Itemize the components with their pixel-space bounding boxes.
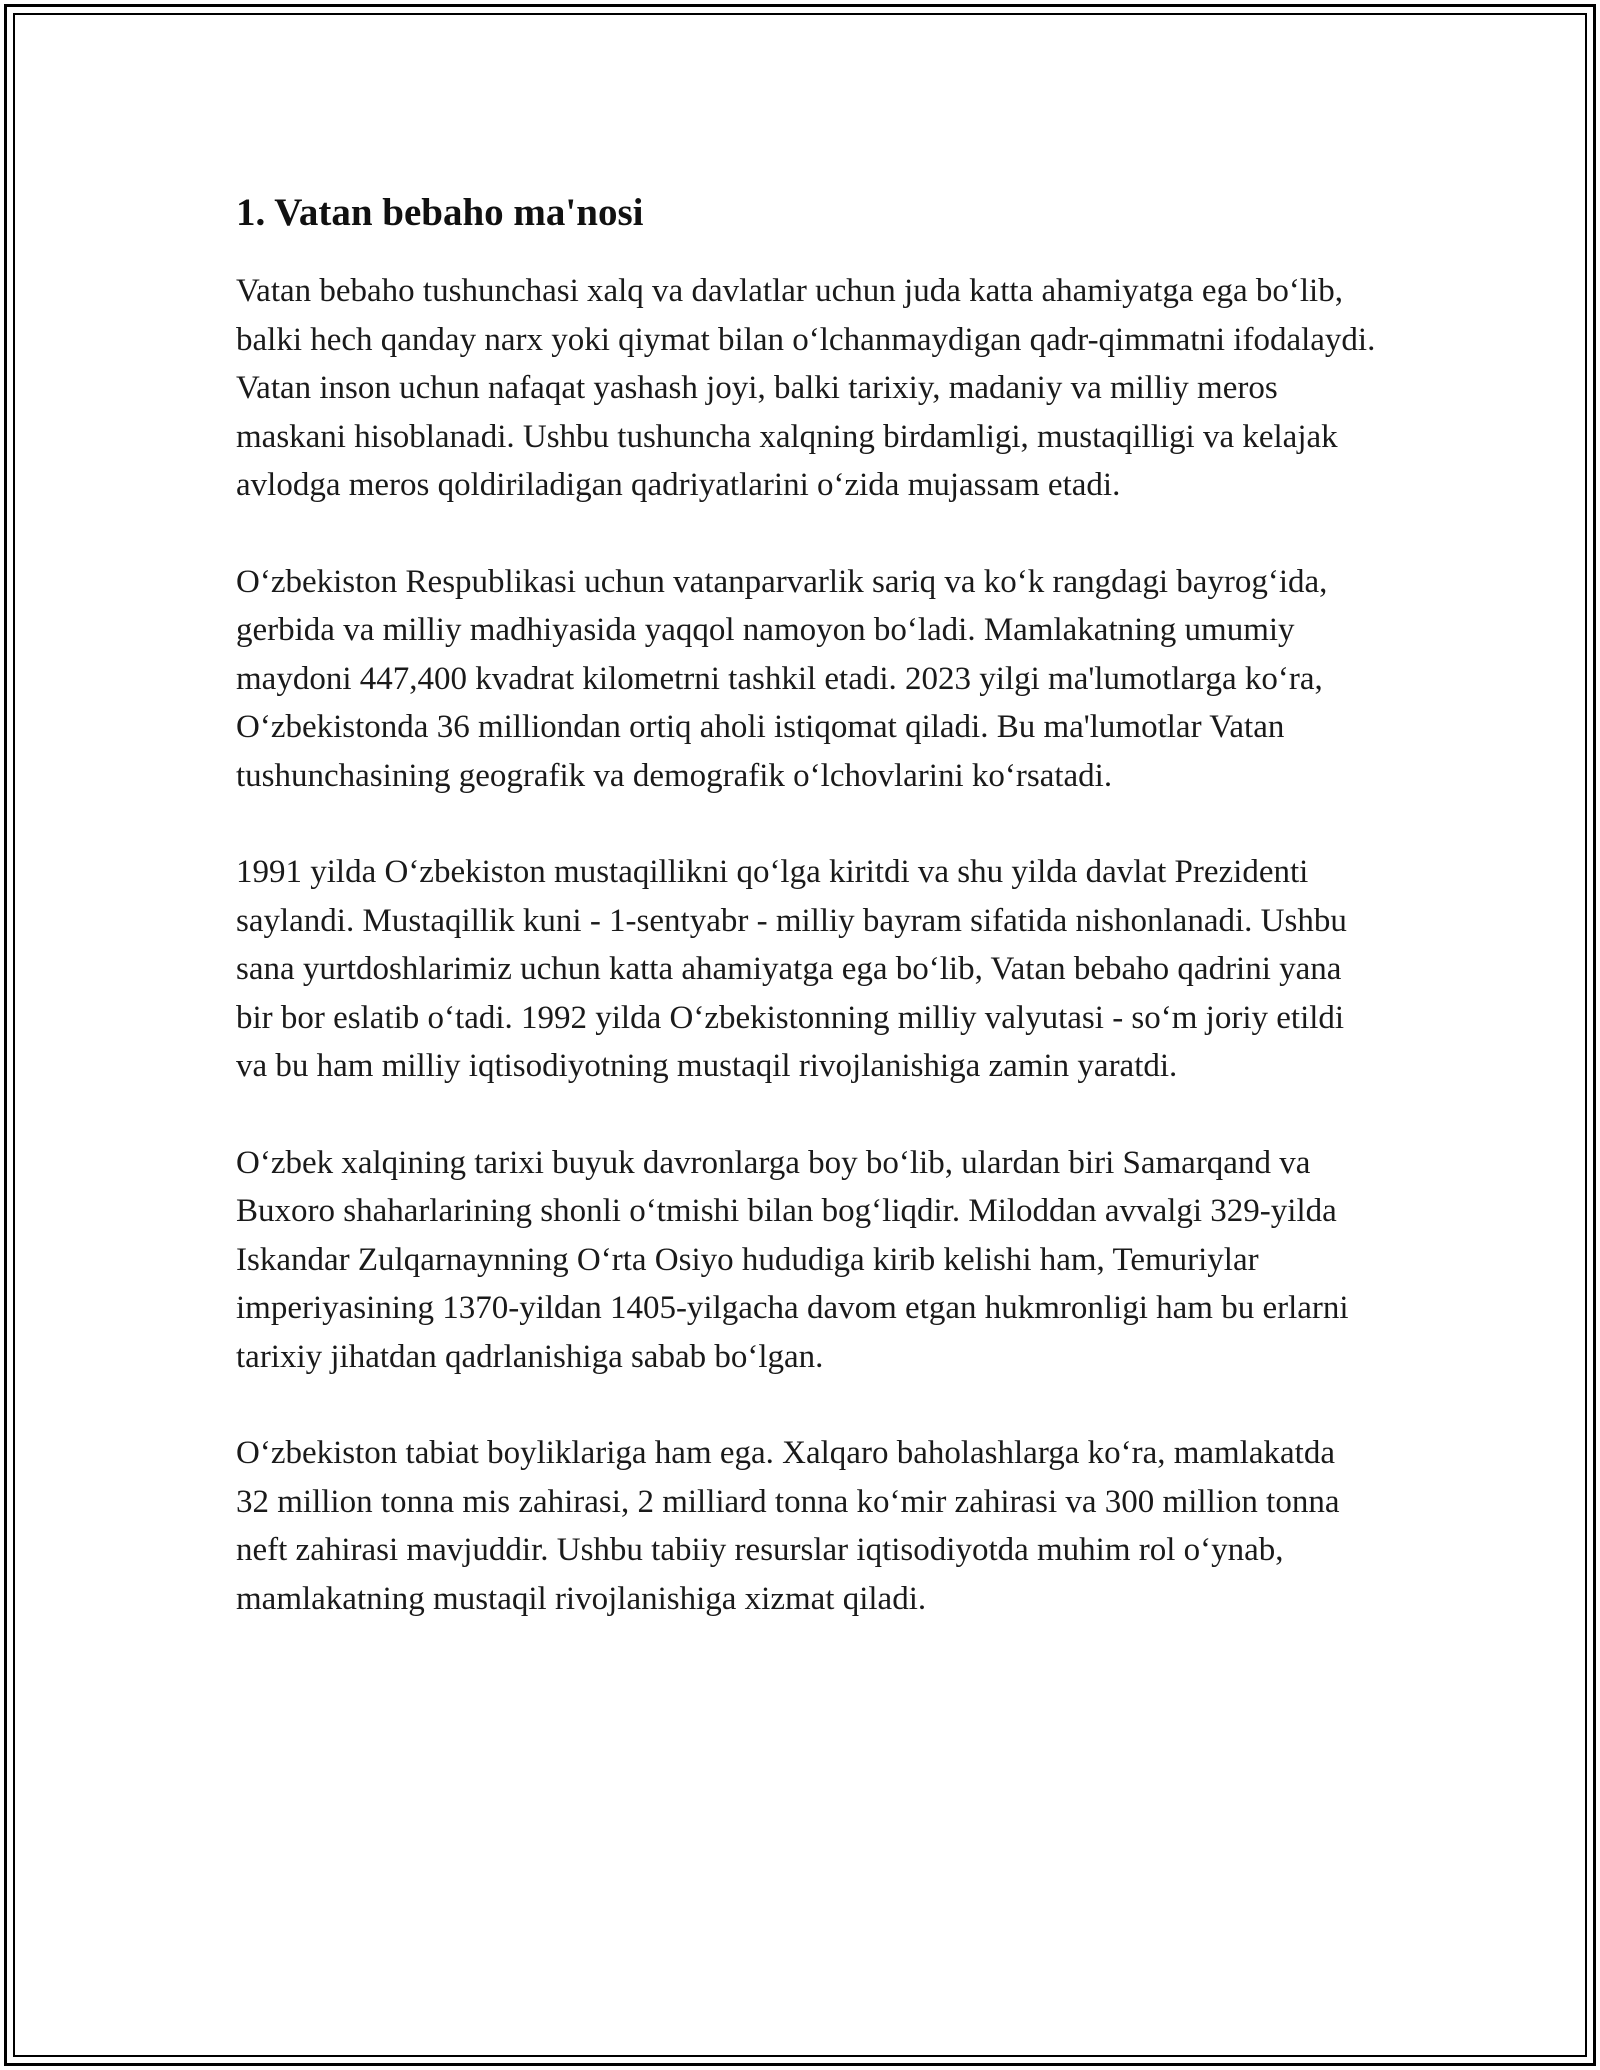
section-heading: 1. Vatan bebaho ma'nosi bbox=[236, 191, 644, 234]
paragraph-vatan-meaning: Vatan bebaho tushunchasi xalq va davlatlar uchun juda katta ahamiyatga ega bo‘lib, balki hech qanday narx yoki qiymat bilan o‘lchanmaydigan qadr-qimmatni ifodalaydi. Vatan inson uchun nafaqat yashash joyi, balki tarixiy, madaniy va milliy meros maskani hisoblanadi. Ushbu tushuncha xalqning birdamligi, mustaqilligi va kelajak avlodga meros qoldiriladigan qadriyatlarini o‘zida mujassam etadi. bbox=[236, 273, 1376, 503]
paragraph-natural-resources: O‘zbekiston tabiat boyliklariga ham ega. Xalqaro baholashlarga ko‘ra, mamlakatda 32 million tonna mis zahirasi, 2 milliard tonna ko‘mir zahirasi va 300 million tonna neft zahirasi mavjuddir. Ushbu tabiiy resurslar iqtisodiyotda muhim rol o‘ynab, mamlakatning mustaqil rivojlanishiga xizmat qiladi. bbox=[236, 1435, 1340, 1617]
paragraph-independence: 1991 yilda O‘zbekiston mustaqillikni qo‘lga kiritdi va shu yilda davlat Prezidenti saylandi. Mustaqillik kuni - 1-sentyabr - milliy bayram sifatida nishonlanadi. Ushbu sana yurtdoshlarimiz uchun katta ahamiyatga ega bo‘lib, Vatan bebaho qadrini yana bir bor eslatib o‘tadi. 1992 yilda O‘zbekistonning milliy valyutasi - so‘m joriy etildi va bu ham milliy iqtisodiyotning mustaqil rivojlanishiga zamin yaratdi. bbox=[236, 854, 1347, 1084]
paragraph-history: O‘zbek xalqining tarixi buyuk davronlarga boy bo‘lib, ulardan biri Samarqand va Buxoro shaharlarining shonli o‘tmishi bilan bog‘liqdir. Miloddan avvalgi 329-yilda Iskandar Zulqarnaynning O‘rta Osiyo hududiga kirib kelishi ham, Temuriylar imperiyasining 1370-yildan 1405-yilgacha davom etgan hukmronligi ham bu erlarni tarixiy jihatdan qadrlanishiga sabab bo‘lgan. bbox=[236, 1144, 1349, 1375]
document-body bbox=[236, 185, 1376, 1671]
paragraph-national-symbols: O‘zbekiston Respublikasi uchun vatanparvarlik sariq va ko‘k rangdagi bayrog‘ida, gerbida va milliy madhiyasida yaqqol namoyon bo‘ladi. Mamlakatning umumiy maydoni 447,400 kvadrat kilometrni tashkil etadi. 2023 yilgi ma'lumotlarga ko‘ra, O‘zbekistonda 36 milliondan ortiq aholi istiqomat qiladi. Bu ma'lumotlar Vatan tushunchasining geografik va demografik o‘lchovlarini ko‘rsatadi. bbox=[236, 563, 1328, 794]
